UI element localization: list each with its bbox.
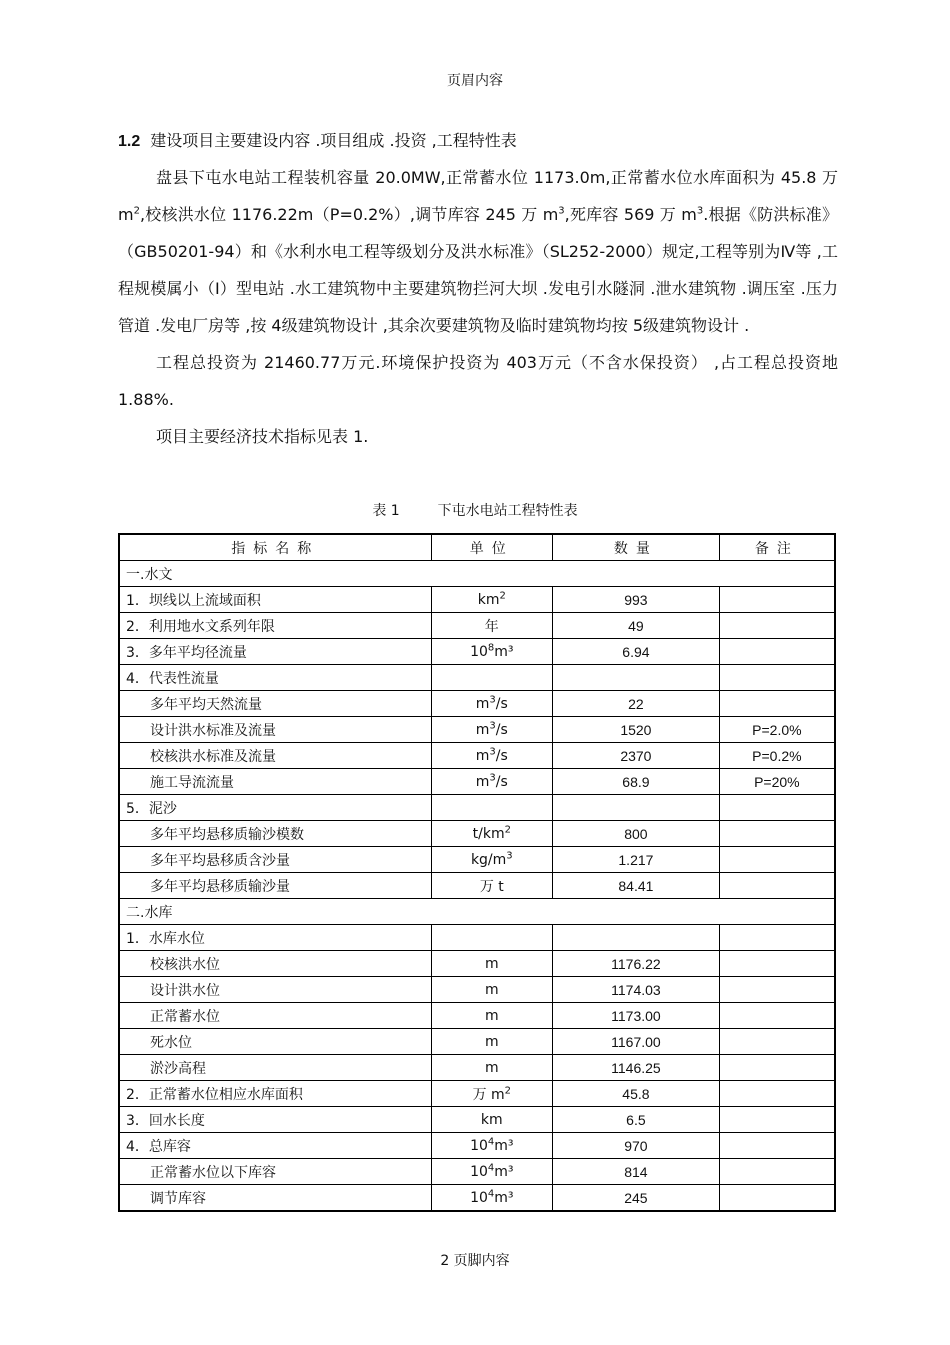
unit-base: kg/m bbox=[470, 851, 507, 868]
row-note bbox=[719, 821, 835, 847]
row-name: 校核洪水标准及流量 bbox=[119, 743, 431, 769]
unit-base: m bbox=[484, 981, 499, 998]
page-footer: 2 页脚内容 bbox=[440, 1253, 510, 1269]
row-note bbox=[719, 1055, 835, 1081]
table-row bbox=[119, 743, 835, 769]
unit-tail: /s bbox=[495, 721, 508, 738]
unit-base: m bbox=[484, 955, 499, 972]
header-unit: 单位 bbox=[431, 534, 553, 561]
table-row bbox=[119, 665, 835, 691]
row-unit bbox=[431, 1159, 553, 1185]
p1-sup-1: 2 bbox=[133, 205, 140, 217]
row-note: P=2.0% bbox=[719, 717, 835, 743]
row-name: 3．回水长度 bbox=[119, 1107, 431, 1133]
row-note bbox=[719, 1003, 835, 1029]
unit-tail: m³ bbox=[494, 1137, 514, 1154]
row-unit bbox=[431, 717, 553, 743]
table-row bbox=[119, 977, 835, 1003]
table-header-row bbox=[119, 534, 835, 561]
row-value: 800 bbox=[553, 821, 720, 847]
row-name: 死水位 bbox=[119, 1029, 431, 1055]
row-name: 淤沙高程 bbox=[119, 1055, 431, 1081]
row-name: 5．泥沙 bbox=[119, 795, 431, 821]
p1-text-b: ,校核洪水位 1176.22m（P=0.2%）,调节库容 245 万 m bbox=[139, 205, 559, 224]
table-row bbox=[119, 1185, 835, 1212]
row-note bbox=[719, 1185, 835, 1212]
header-indicator-name: 指标名称 bbox=[119, 534, 431, 561]
row-value: 1176.22 bbox=[553, 951, 720, 977]
row-note bbox=[719, 587, 835, 613]
row-note bbox=[719, 1107, 835, 1133]
row-note bbox=[719, 873, 835, 899]
unit-base: m bbox=[484, 1059, 499, 1076]
table-row bbox=[119, 951, 835, 977]
unit-base: 10 bbox=[470, 1137, 488, 1154]
row-value: 1173.00 bbox=[553, 1003, 720, 1029]
table-row bbox=[119, 1029, 835, 1055]
row-name: 设计洪水标准及流量 bbox=[119, 717, 431, 743]
row-unit bbox=[431, 925, 553, 951]
row-value: 1146.25 bbox=[553, 1055, 720, 1081]
row-name: 4．代表性流量 bbox=[119, 665, 431, 691]
row-value: 84.41 bbox=[553, 873, 720, 899]
unit-tail: m³ bbox=[494, 1189, 514, 1206]
row-value: 1520 bbox=[553, 717, 720, 743]
unit-base: m bbox=[484, 1033, 499, 1050]
row-name: 1．水库水位 bbox=[119, 925, 431, 951]
row-note bbox=[719, 795, 835, 821]
table-row bbox=[119, 821, 835, 847]
paragraph-table-reference: 项目主要经济技术指标见表 1. bbox=[156, 427, 369, 446]
unit-tail: /s bbox=[495, 747, 508, 764]
table-row bbox=[119, 561, 835, 587]
row-value: 1167.00 bbox=[553, 1029, 720, 1055]
table-row bbox=[119, 873, 835, 899]
unit-base: 10 bbox=[470, 1163, 488, 1180]
row-note bbox=[719, 691, 835, 717]
unit-superscript: 4 bbox=[487, 1161, 495, 1173]
table-row bbox=[119, 717, 835, 743]
row-value: 2370 bbox=[553, 743, 720, 769]
row-note: P=20% bbox=[719, 769, 835, 795]
row-unit bbox=[431, 1003, 553, 1029]
row-unit bbox=[431, 1133, 553, 1159]
row-unit bbox=[431, 769, 553, 795]
table-number: 表 1 bbox=[372, 503, 400, 519]
row-value: 245 bbox=[553, 1185, 720, 1212]
row-note bbox=[719, 1029, 835, 1055]
row-name: 施工导流流量 bbox=[119, 769, 431, 795]
header-quantity: 数量 bbox=[553, 534, 720, 561]
row-value: 6.5 bbox=[553, 1107, 720, 1133]
unit-base: 10 bbox=[470, 643, 488, 660]
table-row bbox=[119, 1107, 835, 1133]
table-row bbox=[119, 847, 835, 873]
row-name: 正常蓄水位以下库容 bbox=[119, 1159, 431, 1185]
row-name: 3．多年平均径流量 bbox=[119, 639, 431, 665]
p1-text-a: 盘县下屯水电站工程装机容量 20.0MW,正常蓄水位 1173.0m,正常蓄水位水库面积为 45.8 万 m bbox=[118, 168, 838, 224]
row-value: 1174.03 bbox=[553, 977, 720, 1003]
row-note bbox=[719, 1081, 835, 1107]
row-value: 49 bbox=[553, 613, 720, 639]
unit-base: 万 t bbox=[479, 878, 504, 895]
unit-superscript: 2 bbox=[504, 1084, 512, 1096]
unit-base: 10 bbox=[470, 1189, 488, 1206]
table-row bbox=[119, 1055, 835, 1081]
row-unit bbox=[431, 639, 553, 665]
row-name: 设计洪水位 bbox=[119, 977, 431, 1003]
section-row-label: 一.水文 bbox=[119, 561, 835, 587]
table-row bbox=[119, 639, 835, 665]
unit-superscript: 3 bbox=[489, 745, 496, 757]
unit-superscript: 2 bbox=[504, 823, 511, 835]
section-heading bbox=[118, 122, 517, 160]
row-unit bbox=[431, 743, 553, 769]
table-row bbox=[119, 1133, 835, 1159]
row-name: 校核洪水位 bbox=[119, 951, 431, 977]
unit-base: m bbox=[484, 1007, 499, 1024]
row-unit bbox=[431, 1107, 553, 1133]
unit-tail: m³ bbox=[494, 1163, 514, 1180]
row-unit bbox=[431, 821, 553, 847]
row-value: 814 bbox=[553, 1159, 720, 1185]
row-note bbox=[719, 613, 835, 639]
unit-superscript: 3 bbox=[506, 849, 513, 861]
row-name: 1．坝线以上流域面积 bbox=[119, 587, 431, 613]
row-unit bbox=[431, 691, 553, 717]
p1-text-d: .根据《防洪标准》（GB50201-94）和《水利水电工程等级划分及洪水标准》（SL252-2000）规定,工程等别为Ⅳ等 ,工程规模属小（Ⅰ）型电站 .水工建筑物中主要建筑物拦河大坝 .发电引水隧洞 .泄水建筑物 .调压室 .压力管道 .发电厂房等 ,按 4级建筑物设计 ,其余次要建筑物及临时建筑物均按 5级建筑物设计 . bbox=[118, 205, 838, 335]
row-name: 多年平均悬移质输沙量 bbox=[119, 873, 431, 899]
row-value bbox=[553, 665, 720, 691]
table-row bbox=[119, 925, 835, 951]
row-name: 4．总库容 bbox=[119, 1133, 431, 1159]
row-value: 22 bbox=[553, 691, 720, 717]
row-note bbox=[719, 847, 835, 873]
row-note bbox=[719, 977, 835, 1003]
row-value: 68.9 bbox=[553, 769, 720, 795]
row-note bbox=[719, 1159, 835, 1185]
table-row bbox=[119, 769, 835, 795]
table-row bbox=[119, 613, 835, 639]
header-remarks: 备注 bbox=[719, 534, 835, 561]
unit-superscript: 3 bbox=[489, 693, 496, 705]
table-row bbox=[119, 899, 835, 925]
body-text bbox=[118, 159, 838, 455]
table-row bbox=[119, 1159, 835, 1185]
unit-superscript: 2 bbox=[499, 589, 506, 601]
section-number: 1.2 bbox=[118, 133, 141, 150]
row-unit bbox=[431, 873, 553, 899]
row-unit bbox=[431, 951, 553, 977]
unit-base: 年 bbox=[484, 618, 499, 635]
engineering-spec-table bbox=[118, 533, 836, 1212]
page-header: 页眉内容 bbox=[447, 73, 503, 89]
row-value: 1.217 bbox=[553, 847, 720, 873]
row-name: 2．正常蓄水位相应水库面积 bbox=[119, 1081, 431, 1107]
row-note bbox=[719, 1133, 835, 1159]
unit-superscript: 3 bbox=[489, 719, 496, 731]
row-name: 多年平均悬移质含沙量 bbox=[119, 847, 431, 873]
row-value bbox=[553, 925, 720, 951]
row-unit bbox=[431, 1185, 553, 1212]
unit-base: m bbox=[475, 695, 490, 712]
row-note: P=0.2% bbox=[719, 743, 835, 769]
row-unit bbox=[431, 665, 553, 691]
table-row bbox=[119, 691, 835, 717]
row-unit bbox=[431, 847, 553, 873]
unit-base: km bbox=[480, 1111, 503, 1128]
row-unit bbox=[431, 1055, 553, 1081]
row-note bbox=[719, 665, 835, 691]
row-unit bbox=[431, 977, 553, 1003]
section-title: 建设项目主要建设内容 .项目组成 .投资 ,工程特性表 bbox=[150, 131, 517, 150]
table-row bbox=[119, 587, 835, 613]
row-note bbox=[719, 639, 835, 665]
table-caption bbox=[0, 500, 950, 520]
row-value bbox=[553, 795, 720, 821]
table-title: 下屯水电站工程特性表 bbox=[437, 503, 578, 519]
p1-sup-2: 3 bbox=[558, 205, 565, 217]
unit-base: 万 m bbox=[472, 1086, 505, 1103]
table-row bbox=[119, 1081, 835, 1107]
unit-superscript: 8 bbox=[487, 641, 495, 653]
unit-superscript: 4 bbox=[487, 1135, 495, 1147]
unit-superscript: 3 bbox=[489, 771, 496, 783]
unit-tail: /s bbox=[495, 695, 508, 712]
p1-sup-3: 3 bbox=[696, 205, 704, 217]
row-value: 45.8 bbox=[553, 1081, 720, 1107]
row-unit bbox=[431, 1081, 553, 1107]
unit-base: m bbox=[475, 721, 490, 738]
row-unit bbox=[431, 1029, 553, 1055]
row-name: 多年平均天然流量 bbox=[119, 691, 431, 717]
unit-base: t/km bbox=[472, 825, 505, 842]
unit-tail: m³ bbox=[494, 643, 514, 660]
row-note bbox=[719, 925, 835, 951]
unit-base: m bbox=[475, 747, 490, 764]
row-note bbox=[719, 951, 835, 977]
row-name: 正常蓄水位 bbox=[119, 1003, 431, 1029]
section-row-label: 二.水库 bbox=[119, 899, 835, 925]
unit-tail: /s bbox=[495, 773, 508, 790]
row-value: 970 bbox=[553, 1133, 720, 1159]
paragraph-project-overview bbox=[118, 159, 838, 344]
row-unit bbox=[431, 795, 553, 821]
row-name: 2．利用地水文系列年限 bbox=[119, 613, 431, 639]
p1-text-c: ,死库容 569 万 m bbox=[564, 205, 697, 224]
row-unit bbox=[431, 613, 553, 639]
row-value: 993 bbox=[553, 587, 720, 613]
table-row bbox=[119, 795, 835, 821]
row-value: 6.94 bbox=[553, 639, 720, 665]
unit-superscript: 4 bbox=[487, 1187, 495, 1199]
unit-base: m bbox=[475, 773, 490, 790]
row-name: 调节库容 bbox=[119, 1185, 431, 1212]
row-name: 多年平均悬移质输沙模数 bbox=[119, 821, 431, 847]
unit-base: km bbox=[477, 591, 500, 608]
paragraph-investment: 工程总投资为 21460.77万元.环境保护投资为 403万元（不含水保投资） ,占工程总投资地 1.88%. bbox=[118, 353, 838, 409]
row-unit bbox=[431, 587, 553, 613]
table-row bbox=[119, 1003, 835, 1029]
